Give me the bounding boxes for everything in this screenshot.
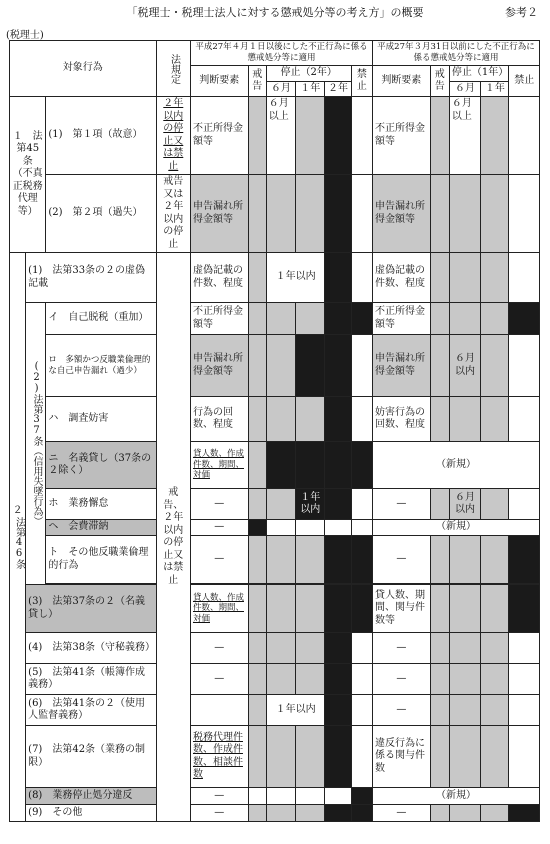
header-new-group: 平成27年４月１日以後にした不正行為に係る懲戒処分等に適用 bbox=[190, 41, 372, 66]
cell bbox=[266, 585, 295, 633]
old-2-2-he: （新規） bbox=[373, 520, 540, 536]
cell bbox=[351, 726, 372, 788]
judge-2-7: 税務代理件数、作成件数、相談件数 bbox=[190, 726, 248, 788]
cell bbox=[248, 442, 266, 489]
cell bbox=[266, 442, 295, 489]
cell bbox=[266, 664, 295, 695]
header-reprimand-old: 戒告 bbox=[430, 66, 449, 97]
cell bbox=[481, 253, 509, 303]
header-1y: １年 bbox=[296, 81, 325, 97]
judge-2-1: 虚偽記載の件数、程度 bbox=[190, 253, 248, 303]
cell bbox=[430, 397, 449, 442]
cell bbox=[296, 520, 325, 536]
cell bbox=[481, 585, 509, 633]
old-2-2-ho: ６月以内 bbox=[449, 489, 480, 520]
cell bbox=[325, 489, 351, 520]
cell bbox=[296, 397, 325, 442]
cell bbox=[430, 726, 449, 788]
row-1-2: (2) 第２項（過失） bbox=[46, 175, 156, 253]
cell bbox=[449, 633, 480, 664]
cell bbox=[351, 633, 372, 664]
cell bbox=[430, 805, 449, 822]
cell bbox=[266, 805, 295, 822]
new-1-1: ６月以上 bbox=[266, 97, 295, 175]
cell bbox=[296, 175, 325, 253]
cell bbox=[449, 695, 480, 726]
cell bbox=[509, 489, 540, 520]
cell bbox=[449, 664, 480, 695]
old-judge-2-4: — bbox=[373, 633, 431, 664]
row-2-3: (3) 法第37条の２（名義貸し） bbox=[26, 585, 156, 633]
cell bbox=[351, 805, 372, 822]
cell bbox=[509, 664, 540, 695]
old-judge-2-2-to: — bbox=[373, 536, 431, 584]
old-judge-2-5: — bbox=[373, 664, 431, 695]
old-1-1: ６月以上 bbox=[449, 97, 480, 175]
cell bbox=[325, 664, 351, 695]
judge-1-2: 申告漏れ所得金額等 bbox=[190, 175, 248, 253]
cell bbox=[248, 664, 266, 695]
cell bbox=[248, 175, 266, 253]
cell bbox=[351, 442, 372, 489]
old-judge-1-2: 申告漏れ所得金額等 bbox=[373, 175, 431, 253]
cell bbox=[430, 97, 449, 175]
header-suspend-old: 停止（1年） bbox=[449, 66, 509, 82]
row-2-2-ro: ロ 多額かつ反職業倫理的な自己申告漏れ（過少） bbox=[46, 335, 156, 397]
judge-2-8: — bbox=[190, 788, 248, 805]
cell bbox=[449, 397, 480, 442]
cell bbox=[266, 303, 295, 335]
law-1-1: ２年以内の停止又は禁止 bbox=[156, 97, 190, 175]
section-2-label: ２ 法第46条 bbox=[10, 253, 26, 822]
cell bbox=[296, 726, 325, 788]
cell bbox=[449, 175, 480, 253]
header-ban: 禁止 bbox=[351, 66, 372, 97]
cell bbox=[248, 397, 266, 442]
cell bbox=[248, 585, 266, 633]
header-6m-old: ６月 bbox=[449, 81, 480, 97]
cell bbox=[248, 520, 266, 536]
cell bbox=[509, 397, 540, 442]
old-judge-2-1: 虚偽記載の件数、程度 bbox=[373, 253, 431, 303]
document-title: 「税理士・税理士法人に対する懲戒処分等の考え方」の概要 bbox=[126, 6, 424, 19]
cell bbox=[509, 253, 540, 303]
header-6m: ６月 bbox=[266, 81, 295, 97]
cell bbox=[509, 97, 540, 175]
cell bbox=[351, 97, 372, 175]
cell bbox=[248, 695, 266, 726]
row-1-1: (1) 第１項（故意） bbox=[46, 97, 156, 175]
cell bbox=[509, 536, 540, 584]
cell bbox=[351, 664, 372, 695]
old-judge-2-3: 貸人数、期間、関与件数等 bbox=[373, 585, 431, 633]
header-2y: ２年 bbox=[325, 81, 351, 97]
row-2-2-i: イ 自己脱税（重加） bbox=[46, 303, 156, 335]
judge-2-2-ni: 貸人数、作成件数、期間、対価 bbox=[190, 442, 248, 489]
cell bbox=[325, 303, 351, 335]
cell bbox=[481, 633, 509, 664]
cell bbox=[325, 585, 351, 633]
cell bbox=[296, 303, 325, 335]
cell bbox=[266, 489, 295, 520]
cell bbox=[509, 175, 540, 253]
old-judge-2-2-i: 不正所得金額等 bbox=[373, 303, 431, 335]
cell bbox=[296, 442, 325, 489]
old-2-2-ni: （新規） bbox=[373, 442, 540, 489]
row-2-5: (5) 法第41条（帳簿作成義務） bbox=[26, 664, 156, 695]
cell bbox=[296, 585, 325, 633]
cell bbox=[325, 788, 351, 805]
old-judge-2-9: — bbox=[373, 805, 431, 822]
new-2-2-ho: １年以内 bbox=[296, 489, 325, 520]
cell bbox=[449, 536, 480, 584]
cell bbox=[351, 175, 372, 253]
cell bbox=[266, 175, 295, 253]
row-2-4: (4) 法第38条（守秘義務） bbox=[26, 633, 156, 664]
row-2-6: (6) 法第41条の２（使用人監督義務） bbox=[26, 695, 156, 726]
cell bbox=[248, 633, 266, 664]
judge-1-1: 不正所得金額等 bbox=[190, 97, 248, 175]
old-judge-1-1: 不正所得金額等 bbox=[373, 97, 431, 175]
cell bbox=[430, 664, 449, 695]
cell bbox=[325, 695, 351, 726]
cell bbox=[325, 805, 351, 822]
cell bbox=[430, 175, 449, 253]
cell bbox=[509, 805, 540, 822]
header-judge: 判断要素 bbox=[190, 66, 248, 97]
judge-2-9: — bbox=[190, 805, 248, 822]
cell bbox=[248, 788, 266, 805]
cell bbox=[430, 303, 449, 335]
cell bbox=[481, 726, 509, 788]
cell bbox=[449, 303, 480, 335]
row-2-2-to: ト その他反職業倫理的行為 bbox=[46, 536, 156, 584]
header-old-group: 平成27年３月31日以前にした不正行為に係る懲戒処分等に適用 bbox=[373, 41, 540, 66]
old-judge-2-6: — bbox=[373, 695, 431, 726]
cell bbox=[481, 397, 509, 442]
cell bbox=[509, 726, 540, 788]
cell bbox=[351, 489, 372, 520]
reference-label: 参考２ bbox=[505, 6, 538, 19]
cell bbox=[325, 397, 351, 442]
document-subtitle: (税理士) bbox=[6, 30, 44, 41]
cell bbox=[449, 805, 480, 822]
row-2-8: (8) 業務停止処分違反 bbox=[26, 788, 156, 805]
judge-2-2-ha: 行為の回数、程度 bbox=[190, 397, 248, 442]
cell bbox=[296, 633, 325, 664]
cell bbox=[509, 335, 540, 397]
header-judge-old: 判断要素 bbox=[373, 66, 431, 97]
cell bbox=[325, 536, 351, 584]
cell bbox=[351, 585, 372, 633]
cell bbox=[430, 633, 449, 664]
cell bbox=[325, 726, 351, 788]
cell bbox=[351, 536, 372, 584]
cell bbox=[248, 536, 266, 584]
old-2-2-ro: ６月以内 bbox=[449, 335, 480, 397]
cell bbox=[248, 97, 266, 175]
old-2-8: （新規） bbox=[373, 788, 540, 805]
cell bbox=[481, 695, 509, 726]
cell bbox=[325, 442, 351, 489]
old-judge-2-2-ha: 妨害行為の回数、程度 bbox=[373, 397, 431, 442]
cell bbox=[509, 695, 540, 726]
judge-2-2-ro: 申告漏れ所得金額等 bbox=[190, 335, 248, 397]
cell bbox=[248, 253, 266, 303]
cell bbox=[325, 335, 351, 397]
cell bbox=[325, 633, 351, 664]
cell bbox=[351, 695, 372, 726]
header-reprimand: 戒告 bbox=[248, 66, 266, 97]
cell bbox=[296, 536, 325, 584]
cell bbox=[266, 520, 295, 536]
cell bbox=[296, 788, 325, 805]
judge-2-2-i: 不正所得金額等 bbox=[190, 303, 248, 335]
cell bbox=[190, 695, 248, 726]
new-2-1: １年以内 bbox=[266, 253, 325, 303]
header-suspend-new: 停止（2年） bbox=[266, 66, 351, 82]
cell bbox=[481, 175, 509, 253]
cell bbox=[430, 335, 449, 397]
cell bbox=[430, 585, 449, 633]
cell bbox=[325, 253, 351, 303]
judge-2-4: — bbox=[190, 633, 248, 664]
cell bbox=[430, 253, 449, 303]
row-2-2-ho: ホ 業務懈怠 bbox=[46, 489, 156, 520]
cell bbox=[248, 335, 266, 397]
cell bbox=[296, 97, 325, 175]
row-2-2-ni: ニ 名義貸し（37条の２除く） bbox=[46, 442, 156, 489]
old-judge-2-7: 違反行為に係る関与件数 bbox=[373, 726, 431, 788]
cell bbox=[266, 633, 295, 664]
judge-2-2-he: — bbox=[190, 520, 248, 536]
cell bbox=[351, 335, 372, 397]
cell bbox=[325, 97, 351, 175]
cell bbox=[266, 397, 295, 442]
row-2-2-he: ヘ 会費滞納 bbox=[46, 520, 156, 536]
cell bbox=[509, 303, 540, 335]
cell bbox=[266, 726, 295, 788]
header-1y-old: １年 bbox=[481, 81, 509, 97]
row-2-1: (1) 法第33条の２の虚偽記載 bbox=[26, 253, 156, 303]
cell bbox=[248, 303, 266, 335]
cell bbox=[248, 489, 266, 520]
cell bbox=[481, 536, 509, 584]
cell bbox=[509, 585, 540, 633]
cell bbox=[266, 788, 295, 805]
cell bbox=[351, 253, 372, 303]
cell bbox=[351, 303, 372, 335]
cell bbox=[296, 335, 325, 397]
cell bbox=[509, 633, 540, 664]
cell bbox=[325, 520, 351, 536]
cell bbox=[430, 536, 449, 584]
cell bbox=[430, 695, 449, 726]
cell bbox=[325, 175, 351, 253]
cell bbox=[449, 726, 480, 788]
cell bbox=[351, 397, 372, 442]
header-target: 対象行為 bbox=[10, 41, 157, 97]
row-2-9: (9) その他 bbox=[26, 805, 156, 822]
old-judge-2-2-ro: 申告漏れ所得金額等 bbox=[373, 335, 431, 397]
law-1-2: 戒告又は２年以内の停止 bbox=[156, 175, 190, 253]
cell bbox=[481, 335, 509, 397]
cell bbox=[481, 664, 509, 695]
cell bbox=[449, 585, 480, 633]
cell bbox=[481, 489, 509, 520]
header-law: 法規定 bbox=[156, 41, 190, 97]
cell bbox=[481, 303, 509, 335]
cell bbox=[449, 253, 480, 303]
cell bbox=[481, 805, 509, 822]
judge-2-2-ho: — bbox=[190, 489, 248, 520]
section-1-label: １ 法第45条 （不真正税務代理等） bbox=[10, 97, 46, 253]
subsection-2-2-label: (2)法第37条（信用失墜行為） bbox=[26, 303, 46, 585]
cell bbox=[266, 335, 295, 397]
disciplinary-table bbox=[9, 40, 540, 822]
cell bbox=[248, 726, 266, 788]
new-2-6: １年以内 bbox=[266, 695, 325, 726]
judge-2-5: — bbox=[190, 664, 248, 695]
law-2: 戒告、２年以内の停止又は禁止 bbox=[156, 253, 190, 822]
row-2-7: (7) 法第42条（業務の制限） bbox=[26, 726, 156, 788]
old-judge-2-2-ho: — bbox=[373, 489, 431, 520]
cell bbox=[481, 97, 509, 175]
judge-2-2-to: — bbox=[190, 536, 248, 584]
header-ban-old: 禁止 bbox=[509, 66, 540, 97]
cell bbox=[296, 664, 325, 695]
row-2-2-ha: ハ 調査妨害 bbox=[46, 397, 156, 442]
cell bbox=[430, 489, 449, 520]
cell bbox=[351, 788, 372, 805]
judge-2-3: 貸人数、作成件数、期間、対価 bbox=[190, 585, 248, 633]
cell bbox=[248, 805, 266, 822]
cell bbox=[266, 536, 295, 584]
cell bbox=[351, 520, 372, 536]
cell bbox=[296, 805, 325, 822]
